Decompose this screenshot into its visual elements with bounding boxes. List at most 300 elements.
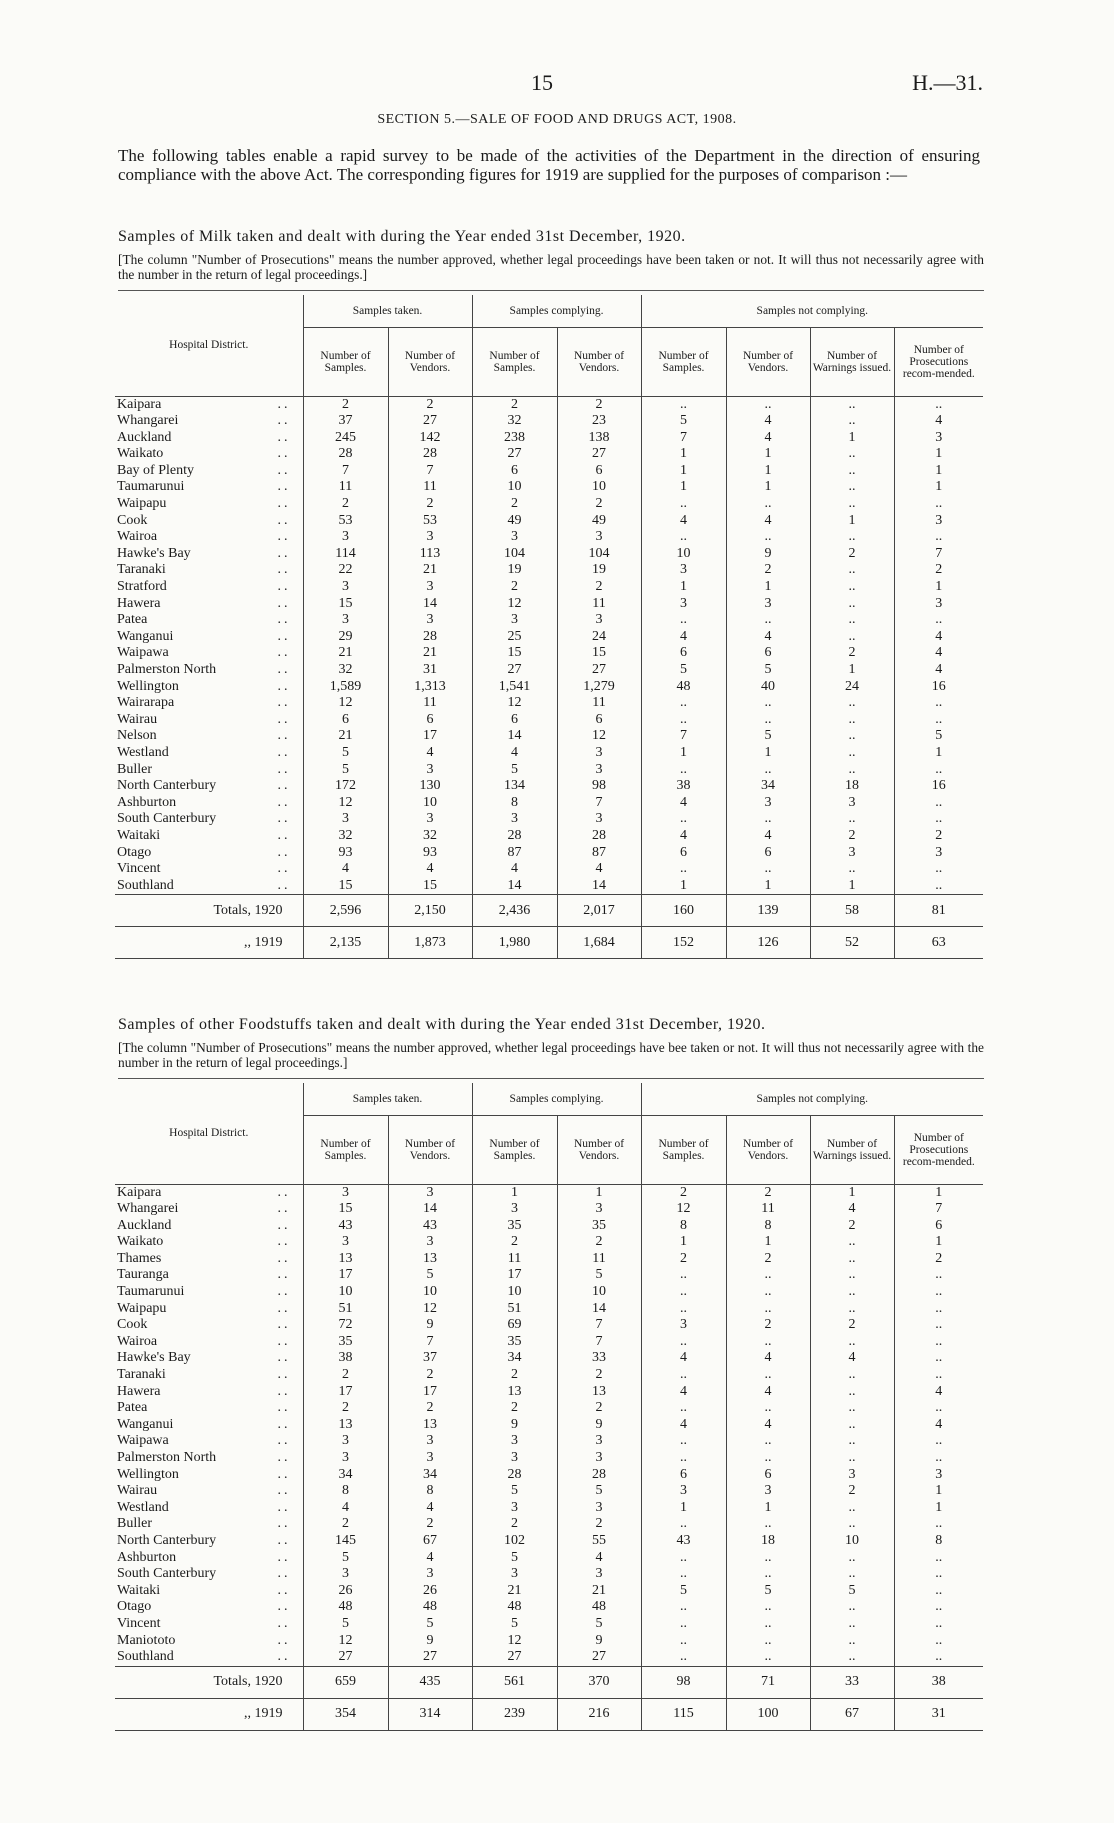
table-row	[115, 811, 983, 828]
total-complying-vendors-cell: 1,684	[557, 927, 641, 959]
prosecutions-recommended-cell: 4	[894, 662, 983, 679]
leader-dots: ..	[277, 1250, 291, 1266]
total-warnings-issued-cell: 52	[810, 927, 894, 959]
samples-taken-vendors-cell: 2	[388, 1367, 472, 1384]
table-row	[115, 1583, 983, 1600]
noncomplying-samples-cell: ..	[641, 1616, 726, 1633]
samples-taken-count-cell: 32	[303, 828, 388, 845]
district-name: Wairoa	[117, 529, 158, 545]
complying-vendors-cell: 11	[557, 596, 641, 613]
district-cell	[115, 1516, 303, 1533]
leader-dots: ..	[277, 761, 291, 777]
samples-taken-vendors-cell: 10	[388, 795, 472, 812]
warnings-issued-cell: 1	[810, 513, 894, 530]
samples-taken-vendors-cell: 15	[388, 878, 472, 895]
samples-taken-vendors-cell: 3	[388, 1234, 472, 1251]
district-cell	[115, 1583, 303, 1600]
table2-totals	[115, 1666, 983, 1730]
complying-vendors-cell: 19	[557, 562, 641, 579]
prosecutions-recommended-cell: 3	[894, 430, 983, 447]
leader-dots: ..	[277, 1400, 291, 1416]
noncomplying-samples-cell: 3	[641, 596, 726, 613]
noncomplying-vendors-cell: 18	[726, 1533, 810, 1550]
table2-top-rule	[118, 1078, 984, 1079]
complying-vendors-cell: 4	[557, 861, 641, 878]
samples-taken-vendors-cell: 32	[388, 828, 472, 845]
table-row	[115, 1533, 983, 1550]
prosecutions-recommended-cell: 3	[894, 596, 983, 613]
complying-vendors-cell: 12	[557, 728, 641, 745]
noncomplying-vendors-cell: 6	[726, 845, 810, 862]
noncomplying-samples-cell: 1	[641, 878, 726, 895]
leader-dots: ..	[277, 877, 291, 893]
prosecutions-recommended-cell: 2	[894, 1251, 983, 1268]
samples-taken-vendors-cell: 9	[388, 1633, 472, 1650]
table-row	[115, 861, 983, 878]
complying-vendors-cell: 3	[557, 1201, 641, 1218]
district-name: Bay of Plenty	[117, 462, 194, 478]
report-reference: H.—31.	[912, 70, 983, 95]
table-row	[115, 762, 983, 779]
samples-taken-count-cell: 3	[303, 811, 388, 828]
complying-vendors-cell: 3	[557, 612, 641, 629]
samples-taken-vendors-cell: 3	[388, 1566, 472, 1583]
noncomplying-vendors-cell: 5	[726, 728, 810, 745]
complying-vendors-cell: 11	[557, 695, 641, 712]
samples-taken-vendors-cell: 13	[388, 1417, 472, 1434]
samples-taken-count-cell: 145	[303, 1533, 388, 1550]
samples-taken-count-cell: 172	[303, 778, 388, 795]
district-name: Buller	[117, 761, 152, 777]
prosecutions-recommended-cell: 1	[894, 1500, 983, 1517]
complying-vendors-cell: 98	[557, 778, 641, 795]
warnings-issued-cell: 1	[810, 1184, 894, 1201]
complying-samples-cell: 34	[472, 1350, 557, 1367]
table-row	[115, 1500, 983, 1517]
warnings-issued-cell: ..	[810, 1400, 894, 1417]
complying-vendors-cell: 28	[557, 1467, 641, 1484]
leader-dots: ..	[277, 1184, 291, 1200]
warnings-issued-cell: ..	[810, 712, 894, 729]
table-row	[115, 828, 983, 845]
table-row	[115, 1566, 983, 1583]
district-cell	[115, 1218, 303, 1235]
samples-taken-count-cell: 10	[303, 1284, 388, 1301]
prosecutions-recommended-cell: ..	[894, 695, 983, 712]
complying-vendors-cell: 27	[557, 1649, 641, 1666]
complying-vendors-cell: 6	[557, 463, 641, 480]
samples-taken-vendors-cell: 4	[388, 745, 472, 762]
warnings-issued-cell: ..	[810, 811, 894, 828]
total-noncomplying-samples-cell: 98	[641, 1666, 726, 1698]
samples-taken-count-cell: 22	[303, 562, 388, 579]
totals-row	[115, 927, 983, 959]
prosecutions-recommended-cell: ..	[894, 396, 983, 413]
district-cell	[115, 1367, 303, 1384]
noncomplying-samples-cell: ..	[641, 1301, 726, 1318]
prosecutions-recommended-cell: 4	[894, 1417, 983, 1434]
warnings-issued-cell: ..	[810, 479, 894, 496]
complying-vendors-cell: 2	[557, 496, 641, 513]
noncomplying-samples-cell: 1	[641, 446, 726, 463]
complying-samples-cell: 3	[472, 1500, 557, 1517]
district-name: Southland	[117, 1649, 174, 1665]
warnings-issued-cell: 4	[810, 1201, 894, 1218]
leader-dots: ..	[277, 645, 291, 661]
complying-vendors-cell: 2	[557, 579, 641, 596]
warnings-issued-cell: ..	[810, 1649, 894, 1666]
noncomplying-samples-cell: ..	[641, 1599, 726, 1616]
district-name: Auckland	[117, 429, 172, 445]
leader-dots: ..	[277, 496, 291, 512]
prosecutions-recommended-cell: ..	[894, 795, 983, 812]
samples-taken-vendors-cell: 2	[388, 396, 472, 413]
samples-taken-vendors-cell: 4	[388, 861, 472, 878]
district-cell	[115, 496, 303, 513]
header-number-of-prosecutions: Number of Prosecutions recom-mended.	[894, 1115, 983, 1184]
leader-dots: ..	[277, 744, 291, 760]
prosecutions-recommended-cell: 1	[894, 745, 983, 762]
complying-vendors-cell: 2	[557, 1400, 641, 1417]
prosecutions-recommended-cell: 3	[894, 845, 983, 862]
header-samples-complying: Samples complying.	[472, 1083, 641, 1115]
noncomplying-vendors-cell: 5	[726, 1583, 810, 1600]
samples-taken-vendors-cell: 14	[388, 596, 472, 613]
table-row	[115, 596, 983, 613]
header-number-of-warnings: Number of Warnings issued.	[810, 1115, 894, 1184]
table-row	[115, 1267, 983, 1284]
complying-samples-cell: 87	[472, 845, 557, 862]
district-name: Taranaki	[117, 1367, 166, 1383]
noncomplying-vendors-cell: 1	[726, 463, 810, 480]
table2-body	[115, 1184, 983, 1666]
complying-samples-cell: 2	[472, 1367, 557, 1384]
table-row	[115, 645, 983, 662]
district-name: Westland	[117, 744, 169, 760]
warnings-issued-cell: ..	[810, 1633, 894, 1650]
district-cell	[115, 795, 303, 812]
complying-samples-cell: 13	[472, 1384, 557, 1401]
header-number-of-vendors: Number of Vendors.	[726, 1115, 810, 1184]
noncomplying-vendors-cell: 2	[726, 1251, 810, 1268]
complying-samples-cell: 3	[472, 811, 557, 828]
table-row	[115, 579, 983, 596]
table-row	[115, 1218, 983, 1235]
district-name: Nelson	[117, 728, 157, 744]
prosecutions-recommended-cell: 1	[894, 446, 983, 463]
warnings-issued-cell: 3	[810, 845, 894, 862]
warnings-issued-cell: ..	[810, 745, 894, 762]
warnings-issued-cell: 1	[810, 662, 894, 679]
warnings-issued-cell: 1	[810, 878, 894, 895]
complying-samples-cell: 3	[472, 1433, 557, 1450]
complying-vendors-cell: 27	[557, 662, 641, 679]
samples-taken-count-cell: 12	[303, 695, 388, 712]
noncomplying-samples-cell: 2	[641, 1251, 726, 1268]
noncomplying-samples-cell: ..	[641, 529, 726, 546]
header-number-of-vendors: Number of Vendors.	[557, 327, 641, 396]
samples-taken-count-cell: 3	[303, 579, 388, 596]
noncomplying-vendors-cell: 2	[726, 1184, 810, 1201]
noncomplying-vendors-cell: 1	[726, 479, 810, 496]
total-noncomplying-vendors-cell: 71	[726, 1666, 810, 1698]
noncomplying-samples-cell: 1	[641, 1234, 726, 1251]
noncomplying-samples-cell: 8	[641, 1218, 726, 1235]
noncomplying-vendors-cell: 1	[726, 745, 810, 762]
samples-taken-count-cell: 12	[303, 795, 388, 812]
total-samples-taken-count-cell: 2,596	[303, 895, 388, 927]
district-name: Ashburton	[117, 794, 177, 810]
district-name: Taumarunui	[117, 1284, 185, 1300]
samples-taken-count-cell: 11	[303, 479, 388, 496]
warnings-issued-cell: ..	[810, 579, 894, 596]
prosecutions-recommended-cell: ..	[894, 1367, 983, 1384]
district-name: Wairau	[117, 1483, 158, 1499]
table1-totals	[115, 895, 983, 959]
district-cell	[115, 811, 303, 828]
complying-vendors-cell: 3	[557, 1433, 641, 1450]
district-name: Otago	[117, 1599, 152, 1615]
leader-dots: ..	[277, 1483, 291, 1499]
complying-samples-cell: 10	[472, 1284, 557, 1301]
header-hospital-district: Hospital District.	[115, 295, 303, 396]
noncomplying-vendors-cell: 9	[726, 546, 810, 563]
complying-samples-cell: 12	[472, 596, 557, 613]
samples-taken-vendors-cell: 93	[388, 845, 472, 862]
district-name: Kaipara	[117, 1184, 162, 1200]
noncomplying-samples-cell: ..	[641, 1649, 726, 1666]
complying-vendors-cell: 27	[557, 446, 641, 463]
table-row	[115, 1334, 983, 1351]
leader-dots: ..	[277, 1516, 291, 1532]
noncomplying-vendors-cell: ..	[726, 1284, 810, 1301]
district-name: Whangarei	[117, 413, 179, 429]
warnings-issued-cell: 24	[810, 679, 894, 696]
prosecutions-recommended-cell: 16	[894, 778, 983, 795]
prosecutions-recommended-cell: 2	[894, 562, 983, 579]
district-cell	[115, 861, 303, 878]
complying-vendors-cell: 1,279	[557, 679, 641, 696]
table-row	[115, 1450, 983, 1467]
warnings-issued-cell: 1	[810, 430, 894, 447]
noncomplying-samples-cell: 10	[641, 546, 726, 563]
complying-vendors-cell: 55	[557, 1533, 641, 1550]
complying-vendors-cell: 9	[557, 1633, 641, 1650]
district-name: Auckland	[117, 1217, 172, 1233]
leader-dots: ..	[277, 579, 291, 595]
totals-row	[115, 895, 983, 927]
district-name: Patea	[117, 612, 148, 628]
table-row	[115, 1467, 983, 1484]
table-row	[115, 496, 983, 513]
samples-taken-vendors-cell: 6	[388, 712, 472, 729]
noncomplying-vendors-cell: 1	[726, 579, 810, 596]
noncomplying-vendors-cell: 40	[726, 679, 810, 696]
prosecutions-recommended-cell: 4	[894, 645, 983, 662]
noncomplying-samples-cell: 12	[641, 1201, 726, 1218]
complying-samples-cell: 11	[472, 1251, 557, 1268]
district-cell	[115, 845, 303, 862]
samples-taken-count-cell: 35	[303, 1334, 388, 1351]
noncomplying-samples-cell: ..	[641, 762, 726, 779]
noncomplying-samples-cell: 4	[641, 795, 726, 812]
header-samples-complying: Samples complying.	[472, 295, 641, 327]
prosecutions-recommended-cell: 1	[894, 579, 983, 596]
noncomplying-samples-cell: ..	[641, 1267, 726, 1284]
table1-top-rule	[118, 290, 984, 291]
prosecutions-recommended-cell: ..	[894, 1566, 983, 1583]
prosecutions-recommended-cell: 2	[894, 828, 983, 845]
warnings-issued-cell: 2	[810, 828, 894, 845]
leader-dots: ..	[277, 1566, 291, 1582]
samples-taken-vendors-cell: 4	[388, 1500, 472, 1517]
complying-samples-cell: 32	[472, 413, 557, 430]
leader-dots: ..	[277, 462, 291, 478]
noncomplying-vendors-cell: 5	[726, 662, 810, 679]
warnings-issued-cell: 2	[810, 546, 894, 563]
noncomplying-samples-cell: ..	[641, 612, 726, 629]
warnings-issued-cell: ..	[810, 1599, 894, 1616]
complying-samples-cell: 27	[472, 1649, 557, 1666]
warnings-issued-cell: ..	[810, 496, 894, 513]
district-name: Westland	[117, 1499, 169, 1515]
samples-taken-count-cell: 15	[303, 1201, 388, 1218]
samples-taken-count-cell: 38	[303, 1350, 388, 1367]
complying-vendors-cell: 10	[557, 479, 641, 496]
warnings-issued-cell: ..	[810, 629, 894, 646]
prosecutions-recommended-cell: ..	[894, 1267, 983, 1284]
complying-samples-cell: 4	[472, 745, 557, 762]
district-cell	[115, 513, 303, 530]
header-number-of-samples: Number of Samples.	[303, 1115, 388, 1184]
noncomplying-vendors-cell: 6	[726, 645, 810, 662]
complying-vendors-cell: 9	[557, 1417, 641, 1434]
leader-dots: ..	[277, 662, 291, 677]
warnings-issued-cell: ..	[810, 695, 894, 712]
total-samples-taken-vendors-cell: 1,873	[388, 927, 472, 959]
district-name: Wanganui	[117, 628, 174, 644]
district-cell	[115, 612, 303, 629]
noncomplying-samples-cell: 7	[641, 430, 726, 447]
noncomplying-vendors-cell: 3	[726, 596, 810, 613]
complying-samples-cell: 5	[472, 762, 557, 779]
samples-taken-vendors-cell: 53	[388, 513, 472, 530]
district-cell	[115, 1251, 303, 1268]
header-number-of-vendors: Number of Vendors.	[388, 327, 472, 396]
complying-samples-cell: 21	[472, 1583, 557, 1600]
samples-taken-count-cell: 7	[303, 463, 388, 480]
samples-taken-count-cell: 21	[303, 645, 388, 662]
samples-taken-vendors-cell: 28	[388, 446, 472, 463]
district-cell	[115, 1550, 303, 1567]
noncomplying-samples-cell: 2	[641, 1184, 726, 1201]
prosecutions-recommended-cell: 7	[894, 546, 983, 563]
noncomplying-vendors-cell: 34	[726, 778, 810, 795]
table-row	[115, 446, 983, 463]
page-number: 15	[531, 70, 553, 95]
complying-vendors-cell: 3	[557, 745, 641, 762]
district-name: Palmerston North	[117, 1450, 217, 1465]
samples-taken-vendors-cell: 3	[388, 529, 472, 546]
samples-taken-count-cell: 72	[303, 1317, 388, 1334]
district-cell	[115, 413, 303, 430]
district-name: Waipawa	[117, 1433, 169, 1449]
noncomplying-samples-cell: 1	[641, 579, 726, 596]
warnings-issued-cell: ..	[810, 1334, 894, 1351]
noncomplying-samples-cell: 1	[641, 745, 726, 762]
complying-samples-cell: 17	[472, 1267, 557, 1284]
samples-taken-count-cell: 5	[303, 745, 388, 762]
noncomplying-samples-cell: ..	[641, 1400, 726, 1417]
noncomplying-vendors-cell: ..	[726, 695, 810, 712]
total-samples-taken-vendors-cell: 2,150	[388, 895, 472, 927]
samples-taken-count-cell: 3	[303, 1566, 388, 1583]
complying-samples-cell: 102	[472, 1533, 557, 1550]
samples-taken-count-cell: 2	[303, 396, 388, 413]
prosecutions-recommended-cell: 1	[894, 1184, 983, 1201]
table-row	[115, 1433, 983, 1450]
district-cell	[115, 463, 303, 480]
district-cell	[115, 1433, 303, 1450]
complying-samples-cell: 19	[472, 562, 557, 579]
warnings-issued-cell: ..	[810, 1301, 894, 1318]
table-row	[115, 1251, 983, 1268]
warnings-issued-cell: ..	[810, 1566, 894, 1583]
leader-dots: ..	[277, 479, 291, 495]
total-warnings-issued-cell: 58	[810, 895, 894, 927]
district-cell	[115, 1284, 303, 1301]
noncomplying-samples-cell: 4	[641, 1350, 726, 1367]
district-cell	[115, 1400, 303, 1417]
header-samples-taken: Samples taken.	[303, 295, 472, 327]
samples-taken-count-cell: 13	[303, 1417, 388, 1434]
noncomplying-vendors-cell: ..	[726, 496, 810, 513]
header-number-of-samples: Number of Samples.	[472, 1115, 557, 1184]
leader-dots: ..	[277, 545, 291, 561]
table1-note: [The column "Number of Prosecutions" means the number approved, whether legal proceedings have been taken or not. It will thus not necessarily agree with the number in the return of legal proceedings.]	[118, 252, 984, 282]
samples-taken-vendors-cell: 8	[388, 1483, 472, 1500]
table-row	[115, 662, 983, 679]
prosecutions-recommended-cell: ..	[894, 1284, 983, 1301]
district-cell	[115, 1384, 303, 1401]
district-cell	[115, 579, 303, 596]
district-name: Whangarei	[117, 1201, 179, 1217]
total-prosecutions-recommended-cell: 38	[894, 1666, 983, 1698]
samples-taken-vendors-cell: 48	[388, 1599, 472, 1616]
samples-taken-vendors-cell: 130	[388, 778, 472, 795]
noncomplying-vendors-cell: 1	[726, 1500, 810, 1517]
complying-vendors-cell: 2	[557, 1234, 641, 1251]
samples-taken-count-cell: 28	[303, 446, 388, 463]
warnings-issued-cell: ..	[810, 1284, 894, 1301]
district-name: Hawera	[117, 595, 161, 611]
samples-taken-vendors-cell: 2	[388, 1400, 472, 1417]
prosecutions-recommended-cell: 1	[894, 1483, 983, 1500]
complying-samples-cell: 49	[472, 513, 557, 530]
samples-taken-count-cell: 37	[303, 413, 388, 430]
district-name: Tauranga	[117, 1267, 169, 1283]
leader-dots: ..	[277, 1532, 291, 1548]
district-name: Stratford	[117, 579, 167, 595]
prosecutions-recommended-cell: ..	[894, 811, 983, 828]
district-name: Palmerston North	[117, 662, 217, 677]
leader-dots: ..	[277, 711, 291, 727]
header-number-of-samples: Number of Samples.	[641, 327, 726, 396]
total-samples-taken-count-cell: 354	[303, 1698, 388, 1730]
table-row	[115, 413, 983, 430]
warnings-issued-cell: ..	[810, 596, 894, 613]
warnings-issued-cell: ..	[810, 612, 894, 629]
